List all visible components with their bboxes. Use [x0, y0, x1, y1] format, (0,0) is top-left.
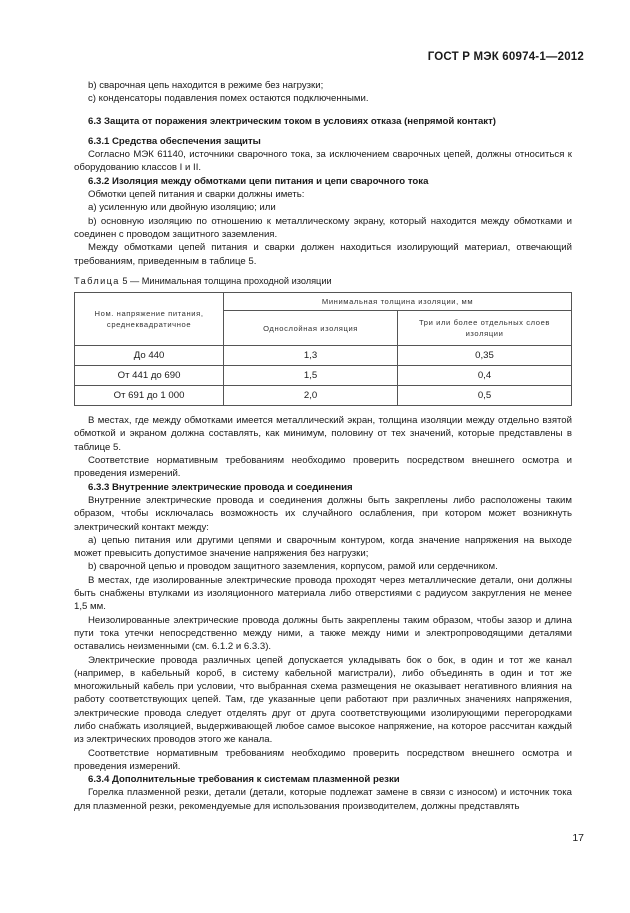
- table-caption: [74, 275, 572, 288]
- table-cell-voltage: От 691 до 1 000: [75, 386, 224, 406]
- section-6-3-1-text: Согласно МЭК 61140, источники сварочного тока, за исключением сварочных цепей, должны относиться к оборудованию классов I и II.: [74, 149, 572, 174]
- table-caption-label: Таблица: [74, 275, 120, 286]
- table-header-voltage: Ном. напряжение питания, среднеквадратичное: [75, 293, 224, 346]
- section-6-3-1-heading: 6.3.1 Средства обеспечения защиты: [88, 135, 261, 147]
- section-6-3-2-item-b: b) основную изоляцию по отношению к металлическому экрану, который находится между обмотками и соединен с проводом защитного заземления.: [74, 215, 572, 240]
- section-6-3-2-heading: 6.3.2 Изоляция между обмотками цепи питания и цепи сварочного тока: [88, 175, 429, 187]
- section-6-3-3-para: Внутренние электрические провода и соединения должны быть закреплены либо расположены таким образом, чтобы исключалась возможность их случайного ослабления, при котором может возникнуть электрический контакт между:: [74, 494, 572, 533]
- table-header-thickness: Минимальная толщина изоляции, мм: [224, 293, 572, 311]
- table-cell-single: 1,5: [224, 366, 398, 386]
- section-6-3-3-item-a: а) цепью питания или другими цепями и сварочным контуром, когда значение напряжения на выходе может превысить допустимое значение напряжения без нагрузки;: [74, 534, 572, 560]
- table-cell-multi: 0,4: [398, 366, 572, 386]
- section-6-3-2-item-a: а) усиленную или двойную изоляцию; или: [88, 202, 276, 214]
- table-row: [75, 346, 572, 366]
- section-6-3-3-para: Неизолированные электрические провода должны быть закреплены таким образом, чтобы зазор и длина пути тока утечки непосредственно между ними, а также между ними и электропроводящими деталями оставались неизменными (см. 6.1.2 и 6.3.3).: [74, 614, 572, 653]
- list-item-b: b) сварочная цепь находится в режиме без нагрузки;: [88, 80, 324, 91]
- table-cell-multi: 0,5: [398, 386, 572, 406]
- table-header-single-layer: Однослойная изоляция: [224, 311, 398, 346]
- section-6-3-2-para: Обмотки цепей питания и сварки должны иметь:: [88, 189, 305, 201]
- section-6-3-3-heading: 6.3.3 Внутренние электрические провода и соединения: [88, 481, 353, 493]
- page-content: [74, 79, 572, 813]
- table-row: [75, 386, 572, 406]
- section-6-3-3-item-b: b) сварочной цепью и проводом защитного заземления, корпусом, рамой или сердечником.: [88, 561, 498, 573]
- after-table-para: В местах, где между обмотками имеется металлический экран, толщина изоляции между отдельно взятой обмоткой и экраном должна составлять, как минимум, половину от тех значений, которые представлены в таблице 5.: [74, 415, 572, 453]
- list-item-c: c) конденсаторы подавления помех остаются подключенными.: [88, 93, 369, 105]
- page-number: 17: [572, 832, 584, 844]
- table-cell-multi: 0,35: [398, 346, 572, 366]
- table-header-multi-layer: Три или более отдельных слоев изоляции: [398, 311, 572, 346]
- section-6-3-3-para: Соответствие нормативным требованиям необходимо проверить посредством внешнего осмотра и проведения измерений.: [74, 747, 572, 772]
- section-6-3-2-para: Между обмотками цепей питания и сварки должен находиться изолирующий материал, отвечающий требованиям, приведенным в таблице 5.: [74, 242, 572, 267]
- table-cell-voltage: До 440: [75, 346, 224, 366]
- table-row: [75, 366, 572, 386]
- section-6-3-4-para: Горелка плазменной резки, детали (детали, которые подлежат замене в связи с износом) и источник тока для плазменной резки, рекомендуемые для использования производителем, должны представлять: [74, 787, 572, 812]
- table-cell-single: 2,0: [224, 386, 398, 406]
- insulation-table: [74, 292, 572, 406]
- after-table-para: Соответствие нормативным требованиям необходимо проверить посредством внешнего осмотра и проведения измерений.: [74, 455, 572, 480]
- section-6-3-3-para: Электрические провода различных цепей допускается укладывать бок о бок, в один и тот же канал (например, в кабельный короб, в систему кабельной магистрали), либо объединять в один и тот же многожильный кабель при условии, что выбранная схема размещения не оказывает негативного влияния на работу соответствующих цепей. Там, где указанные цепи работают при различных значениях напряжения, электрические провода следует отделять друг от друга соответствующими изолирующими перегородками либо снабжать изоляцией, выдерживающей любое самое высокое напряжение, на которое рассчитан каждый из электрических проводов этого же канала.: [74, 654, 572, 746]
- table-cell-single: 1,3: [224, 346, 398, 366]
- standard-header: ГОСТ Р МЭК 60974-1—2012: [427, 51, 584, 63]
- section-6-3-3-para: В местах, где изолированные электрические провода проходят через металлические детали, они должны быть снабжены втулками из изоляционного материала либо отверстиями с радиусом закругления не менее 1,5 мм.: [74, 574, 572, 613]
- section-6-3-4-heading: 6.3.4 Дополнительные требования к системам плазменной резки: [88, 774, 400, 786]
- table-caption-text: 5 — Минимальная толщина проходной изоляции: [119, 275, 332, 286]
- table-cell-voltage: От 441 до 690: [75, 366, 224, 386]
- section-6-3-heading: 6.3 Защита от поражения электрическим током в условиях отказа (непрямой контакт): [88, 115, 496, 127]
